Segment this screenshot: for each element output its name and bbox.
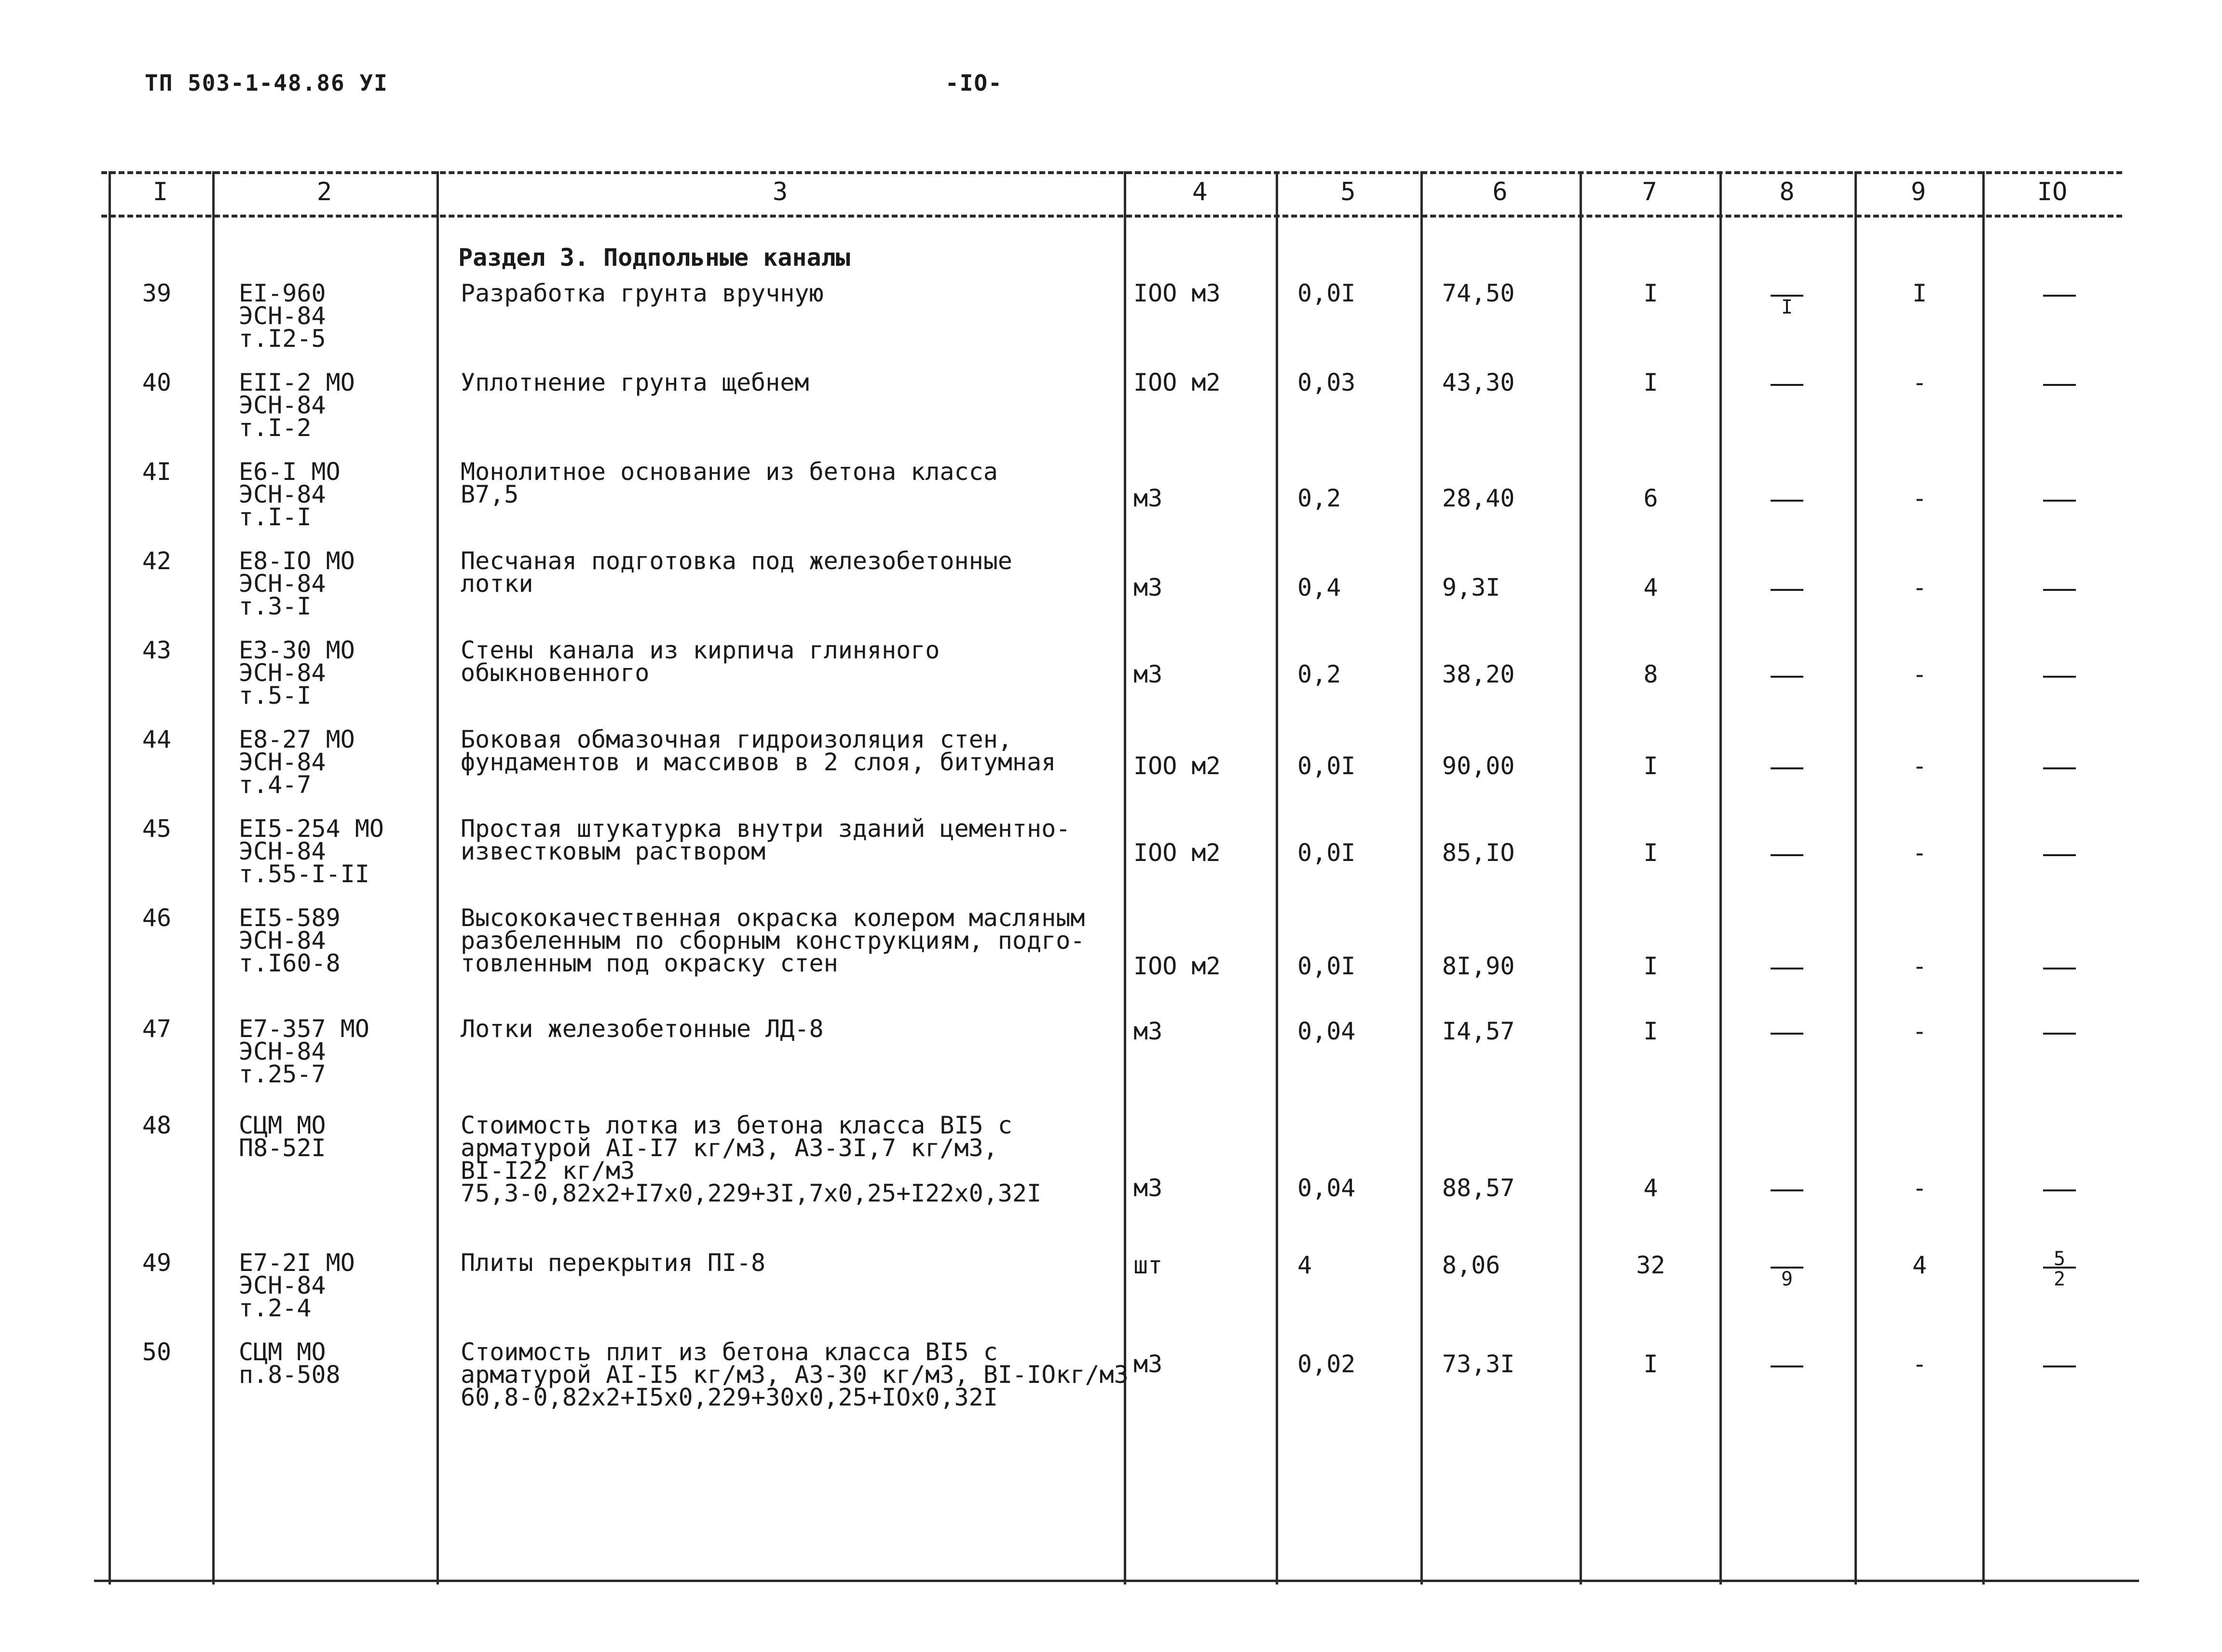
row-quantity: 0,02 — [1297, 1350, 1356, 1378]
row-col8-fraction — [1768, 277, 1806, 318]
row-col8-fraction-top — [1768, 950, 1806, 967]
fraction-bar — [1771, 854, 1803, 856]
row-number: 50 — [142, 1338, 172, 1366]
row-col8-fraction-bottom — [1768, 970, 1806, 987]
row-col8-fraction-bottom: 9 — [1781, 1268, 1793, 1290]
row-col8-fraction-bottom — [1768, 592, 1806, 608]
row-description: Простая штукатурка внутри зданий цементно- известковым раствором — [461, 815, 1071, 865]
row-price: 28,40 — [1442, 484, 1515, 512]
row-number: 40 — [142, 369, 172, 396]
column-divider — [1719, 171, 1722, 1584]
row-col10-fraction — [2040, 658, 2079, 695]
row-col7: 32 — [1636, 1251, 1665, 1279]
row-col10-fraction-top — [2040, 1172, 2079, 1188]
table-bottom-border — [94, 1580, 2139, 1582]
row-col8-fraction-bottom: I — [1781, 296, 1793, 318]
column-header: 3 — [772, 177, 788, 206]
row-code: EI5-589 ЭСН-84 т.I60-8 — [239, 904, 341, 977]
row-col8-fraction-top — [1768, 1348, 1806, 1365]
row-description: Плиты перекрытия ПI-8 — [461, 1249, 766, 1277]
row-unit: IOO м2 — [1133, 369, 1221, 396]
row-col10-fraction-bottom — [2040, 503, 2079, 519]
row-unit: м3 — [1133, 1350, 1163, 1378]
fraction-bar — [2043, 767, 2076, 769]
row-col8-fraction-bottom — [1768, 387, 1806, 403]
document-code: ТП 503-1-48.86 УI — [145, 70, 388, 96]
row-col7: I — [1643, 952, 1658, 980]
row-col9: - — [1912, 573, 1927, 601]
row-col9: - — [1912, 660, 1927, 688]
row-col8-fraction — [1768, 1172, 1806, 1209]
row-col9: - — [1912, 952, 1927, 980]
row-col8-fraction-top — [1768, 750, 1806, 766]
fraction-bar — [1771, 1033, 1803, 1035]
row-col10-fraction-bottom — [2040, 679, 2079, 695]
row-col10-fraction-top: 5 — [2053, 1248, 2066, 1270]
row-col8-fraction — [1768, 572, 1806, 608]
table-header-border — [101, 215, 2122, 218]
row-col8-fraction — [1768, 750, 1806, 787]
fraction-bar — [1771, 589, 1803, 591]
row-col8-fraction — [1768, 482, 1806, 519]
row-col9: - — [1912, 1017, 1927, 1045]
row-col9: - — [1912, 484, 1927, 512]
row-col7: 8 — [1643, 660, 1658, 688]
row-price: 88,57 — [1442, 1174, 1515, 1202]
page-number: -IO- — [945, 70, 1003, 96]
row-description: Лотки железобетонные ЛД-8 — [461, 1015, 824, 1043]
row-col8-fraction-bottom — [1768, 857, 1806, 874]
row-col10-fraction-bottom — [2040, 592, 2079, 608]
row-price: 73,3I — [1442, 1350, 1515, 1378]
row-unit: IOO м2 — [1133, 752, 1221, 780]
row-col8-fraction-top — [1768, 658, 1806, 675]
row-number: 47 — [142, 1015, 172, 1043]
row-col10-fraction-bottom — [2040, 1192, 2079, 1209]
row-col10-fraction — [2040, 367, 2079, 403]
row-price: 9,3I — [1442, 573, 1500, 601]
fraction-bar — [2043, 295, 2076, 297]
row-col10-fraction-bottom — [2040, 1368, 2079, 1385]
row-number: 46 — [142, 904, 172, 932]
row-col10-fraction — [2040, 1172, 2079, 1209]
row-col8-fraction-top — [1768, 1015, 1806, 1032]
row-code: E8-IO МО ЭСН-84 т.3-I — [239, 547, 355, 620]
row-code: E7-2I МО ЭСН-84 т.2-4 — [239, 1249, 355, 1322]
row-quantity: 0,0I — [1297, 839, 1356, 867]
column-divider — [1276, 171, 1278, 1584]
row-col8-fraction-top — [1768, 572, 1806, 588]
row-col8-fraction — [1768, 1249, 1806, 1290]
row-col9: - — [1912, 839, 1927, 867]
row-col8-fraction-top — [1768, 1249, 1806, 1266]
row-col7: I — [1643, 279, 1658, 307]
row-col10-fraction — [2040, 837, 2079, 874]
column-divider — [436, 171, 439, 1584]
row-unit: IOO м3 — [1133, 279, 1221, 307]
row-number: 49 — [142, 1249, 172, 1277]
row-col8-fraction-bottom — [1768, 1036, 1806, 1052]
fraction-bar — [2043, 968, 2076, 969]
row-price: 8,06 — [1442, 1251, 1500, 1279]
row-col7: I — [1643, 752, 1658, 780]
row-col10-fraction-bottom — [2040, 1036, 2079, 1052]
row-col10-fraction — [2040, 750, 2079, 787]
row-unit: м3 — [1133, 573, 1163, 601]
row-number: 39 — [142, 279, 172, 307]
fraction-bar — [1771, 968, 1803, 969]
row-code: EII-2 МО ЭСН-84 т.I-2 — [239, 369, 355, 442]
fraction-bar — [2043, 854, 2076, 856]
row-col8-fraction-bottom — [1768, 770, 1806, 787]
row-description: Стоимость лотка из бетона класса ВI5 с арматурой АI-I7 кг/м3, А3-3I,7 кг/м3, ВI-I22 кг/м3 75,3-0,82х2+I7х0,229+3I,7х0,25+I22х0,32I — [461, 1111, 1042, 1207]
row-quantity: 0,2 — [1297, 484, 1341, 512]
row-col8-fraction — [1768, 837, 1806, 874]
row-code: E6-I МО ЭСН-84 т.I-I — [239, 458, 341, 531]
column-header: I — [152, 177, 168, 206]
column-header: 4 — [1192, 177, 1208, 206]
fraction-bar — [2043, 1189, 2076, 1191]
row-col10-fraction-bottom: 2 — [2053, 1268, 2066, 1290]
row-col10-fraction-bottom — [2040, 387, 2079, 403]
fraction-bar — [1771, 676, 1803, 678]
fraction-bar — [2043, 676, 2076, 678]
row-description: Высококачественная окраска колером масляным разбеленным по сборным конструкциям, подго- товленным под окраску стен — [461, 904, 1085, 977]
row-quantity: 0,03 — [1297, 369, 1356, 396]
row-description: Монолитное основание из бетона класса В7,5 — [461, 458, 998, 508]
row-col10-fraction-bottom — [2040, 970, 2079, 987]
row-description: Боковая обмазочная гидроизоляция стен, фундаментов и массивов в 2 слоя, битумная — [461, 725, 1056, 776]
fraction-bar — [1771, 384, 1803, 386]
row-quantity: 0,0I — [1297, 752, 1356, 780]
row-col9: - — [1912, 1174, 1927, 1202]
row-col10-fraction-top — [2040, 1348, 2079, 1365]
row-code: E7-357 МО ЭСН-84 т.25-7 — [239, 1015, 369, 1088]
row-number: 4I — [142, 458, 172, 486]
row-quantity: 0,04 — [1297, 1174, 1356, 1202]
row-code: E3-30 МО ЭСН-84 т.5-I — [239, 636, 355, 710]
row-code: E8-27 МО ЭСН-84 т.4-7 — [239, 725, 355, 799]
row-description: Песчаная подготовка под железобетонные лотки — [461, 547, 1012, 598]
row-col10-fraction-top — [2040, 750, 2079, 766]
column-divider — [109, 171, 111, 1584]
row-quantity: 0,2 — [1297, 660, 1341, 688]
row-col9: 4 — [1912, 1251, 1927, 1279]
fraction-bar — [1771, 500, 1803, 502]
fraction-bar — [1771, 1365, 1803, 1367]
row-col8-fraction — [1768, 658, 1806, 695]
row-col9: - — [1912, 369, 1927, 396]
fraction-bar — [2043, 1365, 2076, 1367]
row-col8-fraction-top — [1768, 482, 1806, 499]
row-col8-fraction — [1768, 1015, 1806, 1052]
row-col7: I — [1643, 1350, 1658, 1378]
row-col8-fraction-bottom — [1768, 1192, 1806, 1209]
fraction-bar — [2043, 1033, 2076, 1035]
row-quantity: 0,0I — [1297, 952, 1356, 980]
row-col9: I — [1912, 279, 1927, 307]
row-unit: IOO м2 — [1133, 952, 1221, 980]
row-col8-fraction-top — [1768, 837, 1806, 853]
row-price: I4,57 — [1442, 1017, 1515, 1045]
column-header: 5 — [1340, 177, 1356, 206]
fraction-bar — [1771, 767, 1803, 769]
row-col10-fraction-top — [2040, 482, 2079, 499]
row-col8-fraction-bottom — [1768, 679, 1806, 695]
row-number: 44 — [142, 725, 172, 753]
row-col7: 4 — [1643, 1174, 1658, 1202]
row-col10-fraction-top — [2040, 367, 2079, 383]
row-col10-fraction-top — [2040, 950, 2079, 967]
row-col10-fraction — [2040, 1348, 2079, 1385]
row-col8-fraction-bottom — [1768, 1368, 1806, 1385]
row-col10-fraction-bottom — [2040, 857, 2079, 874]
column-header: 2 — [316, 177, 332, 206]
row-col7: I — [1643, 369, 1658, 396]
row-description: Уплотнение грунта щебнем — [461, 369, 809, 396]
row-description: Стены канала из кирпича глиняного обыкновенного — [461, 636, 940, 687]
row-unit: м3 — [1133, 660, 1163, 688]
row-col10-fraction — [2040, 482, 2079, 519]
row-col10-fraction-top — [2040, 572, 2079, 588]
row-col7: 6 — [1643, 484, 1658, 512]
row-col8-fraction-top — [1768, 367, 1806, 383]
row-col8-fraction-bottom — [1768, 503, 1806, 519]
row-col8-fraction — [1768, 367, 1806, 403]
row-col10-fraction-top — [2040, 837, 2079, 853]
section-title: Раздел 3. Подпольные каналы — [458, 244, 850, 272]
row-col10-fraction-top — [2040, 658, 2079, 675]
row-quantity: 0,0I — [1297, 279, 1356, 307]
row-code: СЦМ МО п.8-508 — [239, 1338, 341, 1389]
fraction-bar — [2043, 589, 2076, 591]
column-header: 6 — [1492, 177, 1508, 206]
row-unit: м3 — [1133, 484, 1163, 512]
row-col10-fraction-bottom — [2040, 770, 2079, 787]
row-number: 45 — [142, 815, 172, 843]
row-number: 48 — [142, 1111, 172, 1139]
column-divider — [1982, 171, 1985, 1584]
column-header: IO — [2037, 177, 2068, 206]
column-header: 9 — [1910, 177, 1926, 206]
row-col10-fraction-bottom — [2040, 298, 2079, 314]
column-header: 8 — [1779, 177, 1795, 206]
row-unit: шт — [1133, 1251, 1163, 1279]
row-description: Стоимость плит из бетона класса ВI5 с арматурой АI-I5 кг/м3, А3-30 кг/м3, ВI-IOкг/м3 60,8-0,82х2+I5х0,229+30х0,25+IOх0,32I — [461, 1338, 1129, 1411]
row-number: 42 — [142, 547, 172, 575]
column-divider — [1420, 171, 1423, 1584]
row-col8-fraction-top — [1768, 277, 1806, 294]
row-unit: IOO м2 — [1133, 839, 1221, 867]
row-col10-fraction — [2040, 950, 2079, 987]
row-quantity: 4 — [1297, 1251, 1312, 1279]
table-top-border — [101, 171, 2122, 174]
row-col10-fraction-top — [2040, 1015, 2079, 1032]
row-price: 43,30 — [1442, 369, 1515, 396]
row-code: EI5-254 МО ЭСН-84 т.55-I-II — [239, 815, 384, 888]
row-price: 90,00 — [1442, 752, 1515, 780]
row-col7: I — [1643, 1017, 1658, 1045]
row-quantity: 0,04 — [1297, 1017, 1356, 1045]
fraction-bar — [1771, 1189, 1803, 1191]
row-col7: I — [1643, 839, 1658, 867]
row-description: Разработка грунта вручную — [461, 279, 824, 307]
row-col10-fraction — [2040, 277, 2079, 314]
row-col8-fraction — [1768, 950, 1806, 987]
row-code: EI-960 ЭСН-84 т.I2-5 — [239, 279, 326, 353]
column-header: 7 — [1642, 177, 1657, 206]
row-col10-fraction — [2040, 1248, 2079, 1290]
row-quantity: 0,4 — [1297, 573, 1341, 601]
row-price: 74,50 — [1442, 279, 1515, 307]
column-divider — [212, 171, 215, 1584]
row-col8-fraction-top — [1768, 1172, 1806, 1188]
row-col8-fraction — [1768, 1348, 1806, 1385]
row-col9: - — [1912, 1350, 1927, 1378]
row-price: 38,20 — [1442, 660, 1515, 688]
row-unit: м3 — [1133, 1017, 1163, 1045]
row-col7: 4 — [1643, 573, 1658, 601]
row-price: 85,IO — [1442, 839, 1515, 867]
row-col10-fraction — [2040, 572, 2079, 608]
row-col10-fraction-top — [2040, 277, 2079, 294]
row-col10-fraction — [2040, 1015, 2079, 1052]
fraction-bar — [2043, 384, 2076, 386]
row-number: 43 — [142, 636, 172, 664]
row-code: СЦМ МО П8-52I — [239, 1111, 326, 1162]
row-unit: м3 — [1133, 1174, 1163, 1202]
row-price: 8I,90 — [1442, 952, 1515, 980]
row-col9: - — [1912, 752, 1927, 780]
fraction-bar — [2043, 500, 2076, 502]
